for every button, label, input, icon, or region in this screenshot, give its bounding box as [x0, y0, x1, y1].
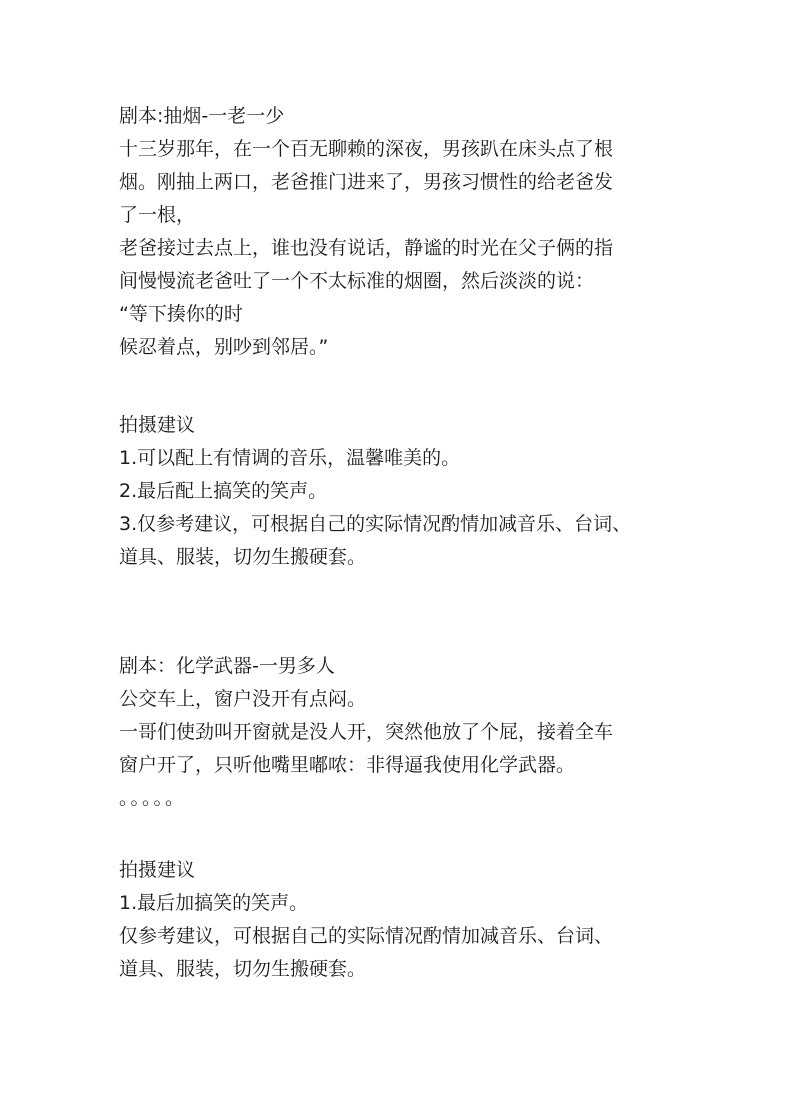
- suggestion-item: 1.最后加搞笑的笑声。: [119, 892, 309, 914]
- script-line: 窗户开了，只听他嘴里嘟哝：非得逼我使用化学武器。: [119, 754, 576, 776]
- ellipsis-line: 。。。。。: [119, 787, 187, 809]
- suggestion-item: 道具、服装，切勿生搬硬套。: [119, 958, 367, 980]
- script-title: 剧本：化学武器-一男多人: [119, 655, 335, 677]
- script-line: 公交车上，窗户没开有点闷。: [119, 688, 367, 710]
- script-title: 剧本:抽烟-一老一少: [119, 105, 285, 127]
- script-line: 一哥们使劲叫开窗就是没人开，突然他放了个屁，接着全车: [119, 721, 614, 743]
- suggestions-heading: 拍摄建议: [119, 414, 196, 436]
- suggestion-item: 2.最后配上搞笑的笑声。: [119, 480, 328, 502]
- script-line: 候忍着点，别吵到邻居。”: [119, 336, 329, 358]
- suggestion-item: 仅参考建议，可根据自己的实际情况酌情加减音乐、台词、: [119, 925, 614, 947]
- script-line: 间慢慢流老爸吐了一个不太标准的烟圈，然后淡淡的说：: [119, 270, 595, 292]
- script-section-chemical-weapon: [119, 650, 719, 815]
- script-line: 了一根，: [119, 204, 196, 226]
- script-line: 十三岁那年，在一个百无聊赖的深夜，男孩趴在床头点了根: [119, 138, 614, 160]
- shooting-suggestions-2: [119, 854, 719, 986]
- suggestion-item: 3.仅参考建议，可根据自己的实际情况酌情加减音乐、台词、: [119, 513, 632, 535]
- suggestion-item: 1.可以配上有情调的音乐，温馨唯美的。: [119, 447, 461, 469]
- shooting-suggestions-1: [119, 409, 719, 574]
- suggestions-heading: 拍摄建议: [119, 859, 196, 881]
- script-section-smoking: [119, 100, 719, 364]
- suggestion-item: 道具、服装，切勿生搬硬套。: [119, 546, 367, 568]
- script-line: 老爸接过去点上，谁也没有说话，静谧的时光在父子俩的指: [119, 237, 614, 259]
- script-line: “等下揍你的时: [119, 303, 243, 325]
- script-line: 烟。刚抽上两口，老爸推门进来了，男孩习惯性的给老爸发: [119, 171, 614, 193]
